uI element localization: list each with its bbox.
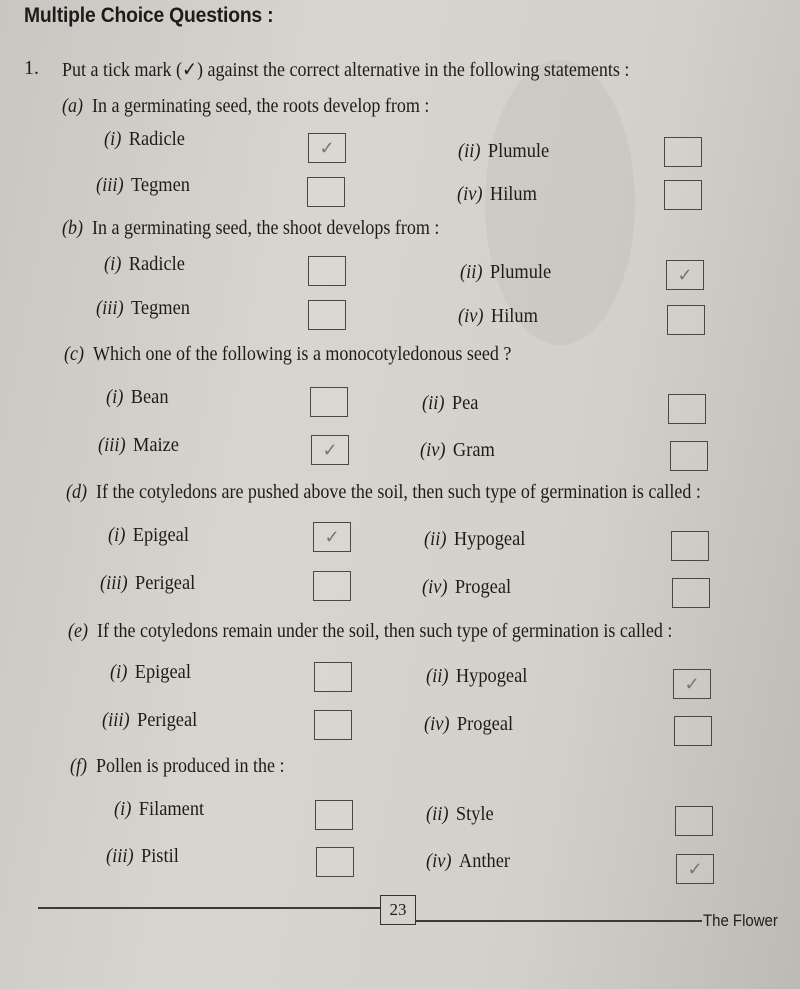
part-b-option-i: (i) Radicle — [104, 253, 185, 275]
part-d-option-iv: (iv) Progeal — [422, 576, 512, 598]
tick-mark-icon: ✓ — [319, 137, 335, 158]
question-number: 1. — [24, 57, 39, 79]
part-f-checkbox-ii[interactable] — [675, 806, 713, 836]
part-e-checkbox-i[interactable] — [314, 662, 352, 692]
part-f-option-iii: (iii) Pistil — [106, 845, 179, 867]
tick-mark-icon: ✓ — [684, 673, 700, 694]
part-a-option-iii: (iii) Tegmen — [96, 174, 190, 196]
part-d-checkbox-iv[interactable] — [672, 578, 710, 608]
part-e-option-iii: (iii) Perigeal — [102, 709, 198, 731]
part-text: In a germinating seed, the roots develop from : — [91, 95, 430, 117]
part-label: (e) — [68, 620, 88, 642]
part-d-statement — [66, 481, 701, 504]
part-e-checkbox-iii[interactable] — [314, 710, 352, 740]
section-heading: Multiple Choice Questions : — [24, 4, 274, 27]
part-d-option-ii: (ii) Hypogeal — [424, 528, 526, 550]
part-a-option-i: (i) Radicle — [104, 128, 185, 150]
part-e-statement — [68, 620, 672, 643]
part-e-option-ii: (ii) Hypogeal — [426, 665, 528, 687]
part-d-checkbox-i[interactable] — [313, 522, 351, 552]
part-text: If the cotyledons are pushed above the soil, then such type of germination is called : — [95, 481, 701, 503]
part-d-checkbox-iii[interactable] — [313, 571, 351, 601]
part-b-checkbox-i[interactable] — [308, 256, 346, 286]
part-a-option-ii: (ii) Plumule — [458, 140, 550, 162]
page-number: 23 — [380, 895, 416, 925]
part-a-checkbox-iii[interactable] — [307, 177, 345, 207]
part-b-checkbox-ii[interactable] — [666, 260, 704, 290]
part-a-option-iv: (iv) Hilum — [457, 183, 537, 205]
question-instruction: Put a tick mark (✓) against the correct alternative in the following statements : — [62, 59, 630, 81]
part-c-option-ii: (ii) Pea — [422, 392, 479, 414]
chapter-title: The Flower — [703, 911, 778, 930]
part-f-option-i: (i) Filament — [114, 798, 205, 820]
tick-mark-icon: ✓ — [324, 526, 340, 547]
part-b-checkbox-iii[interactable] — [308, 300, 346, 330]
tick-mark-icon: ✓ — [677, 264, 693, 285]
part-a-checkbox-ii[interactable] — [664, 137, 702, 167]
part-f-checkbox-i[interactable] — [315, 800, 353, 830]
tick-mark-icon: ✓ — [322, 439, 338, 460]
part-b-option-iv: (iv) Hilum — [458, 305, 538, 327]
part-b-checkbox-iv[interactable] — [667, 305, 705, 335]
part-d-option-i: (i) Epigeal — [108, 524, 189, 546]
part-e-checkbox-iv[interactable] — [674, 716, 712, 746]
part-f-option-ii: (ii) Style — [426, 803, 494, 825]
part-c-checkbox-i[interactable] — [310, 387, 348, 417]
part-a-checkbox-i[interactable] — [308, 133, 346, 163]
part-label: (b) — [62, 217, 83, 239]
part-label: (f) — [70, 755, 88, 777]
part-c-option-iii: (iii) Maize — [98, 434, 179, 456]
footer-rule-right — [416, 920, 702, 922]
part-c-statement — [64, 343, 511, 366]
part-f-statement — [70, 755, 284, 778]
part-c-option-i: (i) Bean — [106, 386, 169, 408]
part-label: (c) — [64, 343, 84, 365]
part-d-checkbox-ii[interactable] — [671, 531, 709, 561]
part-label: (a) — [62, 95, 83, 117]
tick-mark-icon: ✓ — [687, 858, 703, 879]
part-a-statement — [62, 95, 429, 118]
part-d-option-iii: (iii) Perigeal — [100, 572, 196, 594]
part-c-checkbox-iv[interactable] — [670, 441, 708, 471]
part-b-option-iii: (iii) Tegmen — [96, 297, 190, 319]
part-text: Which one of the following is a monocotyledonous seed ? — [92, 343, 512, 365]
part-f-checkbox-iii[interactable] — [316, 847, 354, 877]
part-b-option-ii: (ii) Plumule — [460, 261, 552, 283]
part-text: In a germinating seed, the shoot develops from : — [91, 217, 440, 239]
part-c-checkbox-ii[interactable] — [668, 394, 706, 424]
part-a-checkbox-iv[interactable] — [664, 180, 702, 210]
part-text: If the cotyledons remain under the soil, then such type of germination is called : — [96, 620, 673, 642]
part-b-statement — [62, 217, 439, 240]
part-text: Pollen is produced in the : — [96, 755, 285, 777]
part-e-option-iv: (iv) Progeal — [424, 713, 514, 735]
part-c-option-iv: (iv) Gram — [420, 439, 495, 461]
footer-rule-left — [38, 907, 380, 909]
part-e-option-i: (i) Epigeal — [110, 661, 191, 683]
part-label: (d) — [66, 481, 87, 503]
part-f-option-iv: (iv) Anther — [426, 850, 511, 872]
part-c-checkbox-iii[interactable] — [311, 435, 349, 465]
part-f-checkbox-iv[interactable] — [676, 854, 714, 884]
part-e-checkbox-ii[interactable] — [673, 669, 711, 699]
